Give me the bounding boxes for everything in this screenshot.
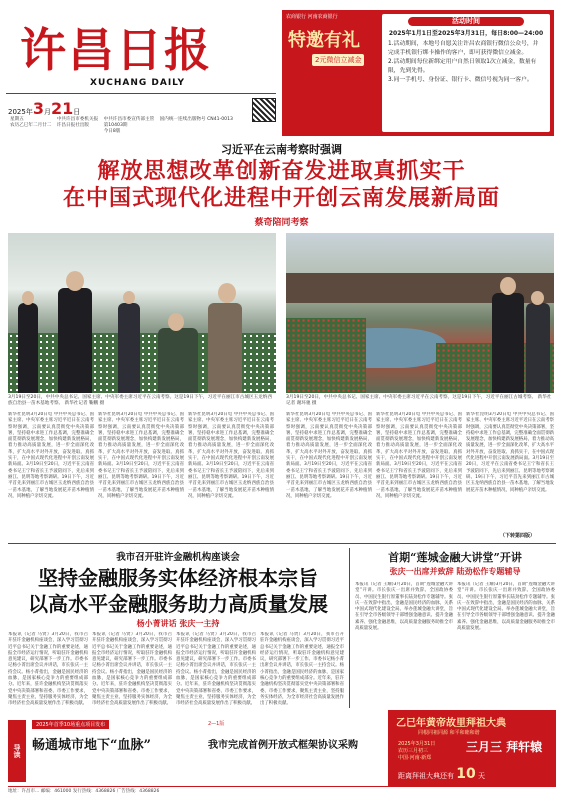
bank-advertisement[interactable] <box>282 10 554 136</box>
weekday: 星期五 <box>10 117 24 122</box>
lead-body-col4: 新华社昆明3月20日电 中共中央总书记、国家主席、中央军委主席习近平近日在云南考察时强调，云南要认真贯彻党中央决策部署，坚持稳中求进工作总基调，完整准确全面贯彻新发展理念，加快构建新发展格局，着力推动高质量发展，进一步全面深化改革，扩大高水平对外开放，奋发进取、真抓实干，在中国式现代化进程中开创云南发展新局面。3月19日至20日，习近平在云南省委书记王宁和省长王予波陪同下，先后来到丽江、昆明等地考察调研。19日下午，习近平首先来到丽江市古城区玉龙纳西族自治县一苗木基地，了解当地发展花卉苗木种植情况，同种植户亲切交流。 <box>286 412 372 499</box>
issue-date <box>8 99 278 118</box>
ad-bottom-countdown <box>398 766 485 782</box>
date-day-suffix: 日 <box>73 108 81 116</box>
guide-item1-tag: 2025年首季10场重点项目发布 <box>32 720 109 729</box>
lead-headline[interactable] <box>0 158 563 212</box>
ad-bottom-date: 2025年3月31日 <box>398 741 436 747</box>
masthead-divider <box>6 93 276 94</box>
countdown-suffix: 天 <box>477 772 485 780</box>
guide-item2-title[interactable]: 我市完成首例开放式框架协议采购 <box>208 740 358 751</box>
lead-photo-left[interactable] <box>8 233 276 393</box>
footer-divider <box>8 786 556 787</box>
ad-bottom-title: 乙巳年黄帝故里拜祖大典 <box>396 718 506 729</box>
date-year: 2025年 <box>8 108 33 116</box>
info-item: 许昌日报社出版 <box>56 123 89 129</box>
masthead-info-col4 <box>160 117 233 123</box>
ancestor-worship-advertisement[interactable] <box>388 710 556 786</box>
column-divider <box>349 548 350 708</box>
second-byline: 杨小菁讲话 张庆一主持 <box>136 618 220 628</box>
guide-strip <box>8 718 384 784</box>
caption-credit: 新华社记者 鞠鹏 摄 <box>64 401 105 406</box>
lead-headline-line1: 解放思想改革创新奋发进取真抓实干 <box>97 158 466 184</box>
second-body-col4: 本报讯（记者 马贤）3月20日，我市召开驻许金融机构座谈会，深入学习贯彻习近平总书记关于金融工作的重要论述，通报全市经济运行情况，听取驻许金融机构意见建议，研究部署下一步工作。市委书记杨小菁出席会议并讲话，市长张庆一主持会议。杨小菁指出，金融是国民经济的血脉，是国家核心竞争力的重要组成部分。近年来，驻许金融机构坚决贯彻落实党中央决策部署和省委、市委工作要求，聚焦主责主业，坚持服务实体经济，为全市经济社会高质量发展作出了积极贡献。 <box>260 632 344 707</box>
caption-text: 3月19日至20日，中共中央总书记、国家主席、中央军委主席习近平在云南考察。这是19日下午，习近平在丽江古城考察。 <box>286 395 537 400</box>
third-headline[interactable]: 首期“莲城金融大讲堂”开讲 <box>388 551 522 564</box>
info-item: 今日8版 <box>103 129 121 135</box>
newspaper-logo-english: XUCHANG DAILY <box>90 78 186 88</box>
footer-info: 地址：许昌市... 邮编：461000 发行热线：4368826 广告热线：4368826 <box>8 789 160 794</box>
ad-card-heading: 活动时间 <box>408 17 524 26</box>
second-headline-line1: 坚持金融服务实体经济根本宗旨 <box>38 566 318 590</box>
lead-body-col6: 新华社昆明3月20日电 中共中央总书记、国家主席、中央军委主席习近平近日在云南考察时强调，云南要认真贯彻党中央决策部署，坚持稳中求进工作总基调，完整准确全面贯彻新发展理念，加快构建新发展格局，着力推动高质量发展，进一步全面深化改革，扩大高水平对外开放，奋发进取、真抓实干，在中国式现代化进程中开创云南发展新局面。3月19日至20日，习近平在云南省委书记王宁和省长王予波陪同下，先后来到丽江、昆明等地考察调研。19日下午，习近平首先来到丽江市古城区玉龙纳西族自治县一苗木基地，了解当地发展花卉苗木种植情况，同种植户亲切交流。 <box>466 412 554 493</box>
second-kicker: 我市召开驻许金融机构座谈会 <box>116 552 240 563</box>
lead-body-col1: 新华社昆明3月20日电 中共中央总书记、国家主席、中央军委主席习近平近日在云南考察时强调，云南要认真贯彻党中央决策部署，坚持稳中求进工作总基调，完整准确全面贯彻新发展理念，加快构建新发展格局，着力推动高质量发展，进一步全面深化改革，扩大高水平对外开放，奋发进取、真抓实干，在中国式现代化进程中开创云南发展新局面。3月19日至20日，习近平在云南省委书记王宁和省长王予波陪同下，先后来到丽江、昆明等地考察调研。19日下午，习近平首先来到丽江市古城区玉龙纳西族自治县一苗木基地，了解当地发展花卉苗木种植情况，同种植户亲切交流。 <box>8 412 94 499</box>
lead-body-col3: 新华社昆明3月20日电 中共中央总书记、国家主席、中央军委主席习近平近日在云南考察时强调，云南要认真贯彻党中央决策部署，坚持稳中求进工作总基调，完整准确全面贯彻新发展理念，加快构建新发展格局，着力推动高质量发展，进一步全面深化改革，扩大高水平对外开放，奋发进取、真抓实干，在中国式现代化进程中开创云南发展新局面。3月19日至20日，习近平在云南省委书记王宁和省长王予波陪同下，先后来到丽江、昆明等地考察调研。19日下午，习近平首先来到丽江市古城区玉龙纳西族自治县一苗木基地，了解当地发展花卉苗木种植情况，同种植户亲切交流。 <box>188 412 274 499</box>
second-body-col2: 本报讯（记者 马贤）3月20日，我市召开驻许金融机构座谈会，深入学习贯彻习近平总书记关于金融工作的重要论述，通报全市经济运行情况，听取驻许金融机构意见建议，研究部署下一步工作。市委书记杨小菁出席会议并讲话，市长张庆一主持会议。杨小菁指出，金融是国民经济的血脉，是国家核心竞争力的重要组成部分。近年来，驻许金融机构坚决贯彻落实党中央决策部署和省委、市委工作要求，聚焦主责主业，坚持服务实体经济，为全市经济社会高质量发展作出了积极贡献。 <box>92 632 172 707</box>
ad-title: 特邀有礼 <box>288 30 360 51</box>
lead-photo-right[interactable] <box>286 233 554 393</box>
ad-bottom-slogan: 三月三 拜轩辕 <box>466 740 543 754</box>
ad-subtitle: 2元微信立减金 <box>312 54 364 66</box>
guide-item1-title[interactable]: 畅通城市地下“血脉” <box>32 738 151 753</box>
third-body-col2: 本报讯（记者 王耀)3月20日，首期“莲城金融大讲堂”开讲。市长张庆一出席并致辞。全国政协委员、中国民生银行原董事长陆劲松作专题辅导。张庆一在致辞中指出，金融是国民经济的血脉，关系中国式现代化建设全局。举办莲城金融大讲堂，旨在引导全市各级领导干部增强金融意识、提升金融素养、强化金融思维，以高质量金融服务助推全市高质量发展。 <box>457 582 555 632</box>
lunar-date: 农历乙巳年二月廿二 <box>10 123 52 129</box>
section-divider <box>8 543 556 544</box>
lead-photo-right-caption <box>286 395 554 407</box>
date-month-suffix: 月 <box>43 108 51 116</box>
ad-period: 2025年1月1日至2025年3月31日，每日8:00—24:00 <box>388 30 544 37</box>
caption-text: 3月19日至20日，中共中央总书记、国家主席、中央军委主席习近平在云南考察。这是19日下午，习近平在丽江市古城区玉龙纳西族自治县一苗木基地考察。 <box>8 395 272 406</box>
caption-credit: 新华社记者 谢环驰 摄 <box>286 395 552 406</box>
date-day: 21 <box>50 99 74 118</box>
third-subheadline: 张庆一出席并致辞 陆劲松作专题辅导 <box>389 566 521 576</box>
info-item: 国内统一连续出版物号 CN41-0013 <box>159 117 233 122</box>
ad-rule-line: 1.活动期间，本地号自愿关注许昌农商银行微信公众号，并完成手机银行绑卡操作的客户，即可获得微信立减金。 <box>388 41 539 56</box>
second-body-col3: 本报讯（记者 马贤）3月20日，我市召开驻许金融机构座谈会，深入学习贯彻习近平总书记关于金融工作的重要论述，通报全市经济运行情况，听取驻许金融机构意见建议，研究部署下一步工作。市委书记杨小菁出席会议并讲话，市长张庆一主持会议。杨小菁指出，金融是国民经济的血脉，是国家核心竞争力的重要组成部分。近年来，驻许金融机构坚决贯彻落实党中央决策部署和省委、市委工作要求，聚焦主责主业，坚持服务实体经济，为全市经济社会高质量发展作出了积极贡献。 <box>176 632 256 707</box>
lead-body-col2: 新华社昆明3月20日电 中共中央总书记、国家主席、中央军委主席习近平近日在云南考察时强调，云南要认真贯彻党中央决策部署，坚持稳中求进工作总基调，完整准确全面贯彻新发展理念，加快构建新发展格局，着力推动高质量发展，进一步全面深化改革，扩大高水平对外开放，奋发进取、真抓实干，在中国式现代化进程中开创云南发展新局面。3月19日至20日，习近平在云南省委书记王宁和省长王予波陪同下，先后来到丽江、昆明等地考察调研。19日下午，习近平首先来到丽江市古城区玉龙纳西族自治县一苗木基地，了解当地发展花卉苗木种植情况，同种植户亲切交流。 <box>98 412 184 499</box>
guide-item2-tag: 2—1版 <box>208 721 225 727</box>
ad-bottom-line1: 同根同祖同源 和平和睦和谐 <box>418 730 480 736</box>
continued-note: （下转第四版） <box>500 533 536 539</box>
ad-bottom-place: 中国·河南·新郑 <box>398 755 432 761</box>
qr-code-icon[interactable] <box>252 98 276 122</box>
lead-body-col5: 新华社昆明3月20日电 中共中央总书记、国家主席、中央军委主席习近平近日在云南考察时强调，云南要认真贯彻党中央决策部署，坚持稳中求进工作总基调，完整准确全面贯彻新发展理念，加快构建新发展格局，着力推动高质量发展，进一步全面深化改革，扩大高水平对外开放，奋发进取、真抓实干，在中国式现代化进程中开创云南发展新局面。3月19日至20日，习近平在云南省委书记王宁和省长王予波陪同下，先后来到丽江、昆明等地考察调研。19日下午，习近平首先来到丽江市古城区玉龙纳西族自治县一苗木基地，了解当地发展花卉苗木种植情况，同种植户亲切交流。 <box>376 412 462 499</box>
masthead-info-col2 <box>57 117 98 129</box>
info-item: 中共许昌市委机关报 <box>56 117 99 122</box>
lead-photo-left-caption <box>8 395 276 407</box>
newspaper-logo: 许昌日报 <box>20 23 212 77</box>
ad-rule-line: 3.同一手机号、身份证、银行卡、微信号视为同一客户。 <box>388 77 533 83</box>
second-headline-line2: 以高水平金融服务助力高质量发展 <box>28 592 328 616</box>
ad-rule-line: 2.活动期间每位新绑定用户自然日领取1次立减金，数量有限，先到先得。 <box>388 59 537 74</box>
second-body-col1: 本报讯（记者 马贤）3月20日，我市召开驻许金融机构座谈会，深入学习贯彻习近平总书记关于金融工作的重要论述，通报全市经济运行情况，听取驻许金融机构意见建议，研究部署下一步工作。市委书记杨小菁出席会议并讲话，市长张庆一主持会议。杨小菁指出，金融是国民经济的血脉，是国家核心竞争力的重要组成部分。近年来，驻许金融机构坚决贯彻落实党中央决策部署和省委、市委工作要求，聚焦主责主业，坚持服务实体经济，为全市经济社会高质量发展作出了积极贡献。 <box>8 632 88 707</box>
date-month: 3 <box>32 99 44 118</box>
second-headline[interactable] <box>8 565 348 617</box>
third-body-col1: 本报讯（记者 王耀)3月20日，首期“莲城金融大讲堂”开讲。市长张庆一出席并致辞。全国政协委员、中国民生银行原董事长陆劲松作专题辅导。张庆一在致辞中指出，金融是国民经济的血脉，关系中国式现代化建设全局。举办莲城金融大讲堂，旨在引导全市各级领导干部增强金融意识、提升金融素养、强化金融思维，以高质量金融服务助推全市高质量发展。 <box>355 582 453 632</box>
masthead-info-col3 <box>104 117 155 136</box>
ad-bank-name: 农商银行 河南农商银行 <box>286 14 338 20</box>
lead-headline-line2: 在中国式现代化进程中开创云南发展新局面 <box>62 185 500 211</box>
guide-tag: 导读 <box>8 720 26 782</box>
ad-rules-card <box>382 14 550 132</box>
masthead-info <box>10 117 280 136</box>
info-item: 中共许昌市委宣传部主管 <box>103 117 155 122</box>
countdown-number: 10 <box>456 766 476 782</box>
countdown-prefix: 距离拜祖大典还有 <box>398 772 454 780</box>
ad-bottom-lunar: 农历三月初三 <box>398 748 429 754</box>
lead-byline: 蔡奇陪同考察 <box>254 218 309 228</box>
info-item: 第10403期 <box>103 123 128 129</box>
lead-kicker: 习近平在云南考察时强调 <box>221 143 342 156</box>
masthead-info-col1 <box>10 117 51 129</box>
